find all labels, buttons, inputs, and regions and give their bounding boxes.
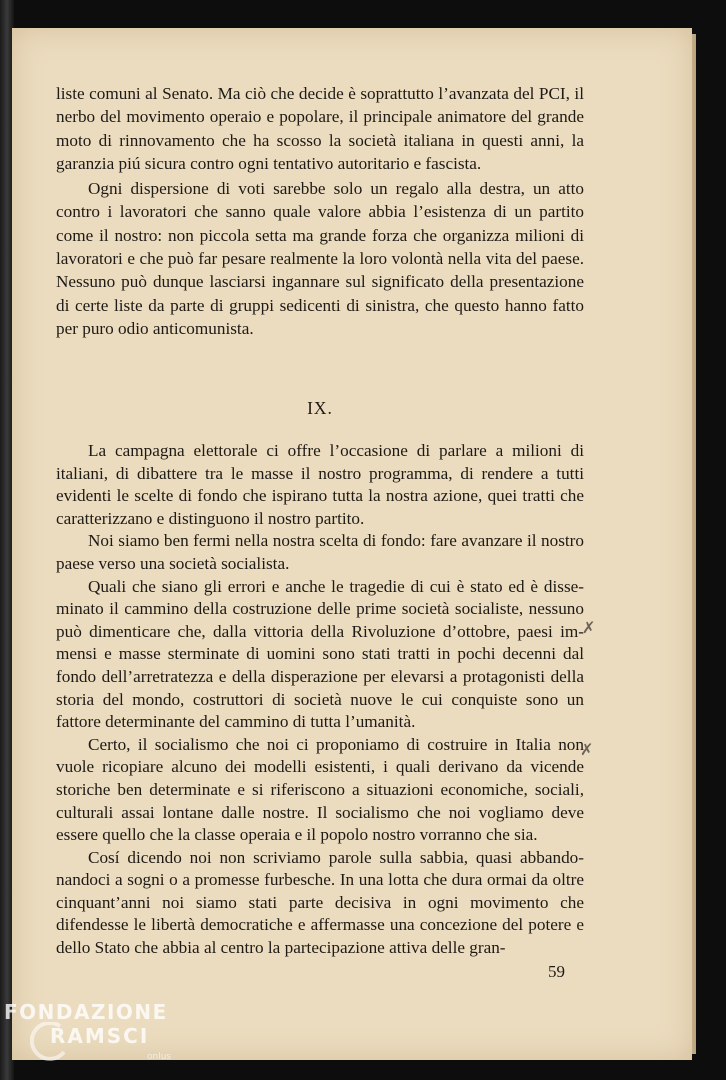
margin-mark-icon: ✗ xyxy=(582,618,596,637)
watermark-line-1: FONDAZIONE xyxy=(4,1000,168,1024)
paragraph-2: Ogni dispersione di voti sarebbe solo un regalo alla destra, un atto contro i lavoratori che sanno quale valore abbia l’esistenza di un partito come il nostro: non piccola setta ma grande forza che organizza milioni di lavoratori e che può far pesare realmente la loro volontà nella vita del paese. Nessuno può dunque lasciarsi ingannare sul significato della presentazione di certe liste da parte di gruppi sedicenti di sinistra, che questo hanno fatto per puro odio anticomunista. xyxy=(56,179,584,338)
text-block-lower xyxy=(56,440,584,960)
page-number: 59 xyxy=(548,962,565,981)
watermark-line-2: RAMSCI xyxy=(50,1024,150,1048)
paragraph-1: liste comuni al Senato. Ma ciò che decide è soprattutto l’avanzata del PCI, il nerbo del movimento operaio e popolare, il principale animatore del grande moto di rinnovamento che ha scosso la società italiana in questi anni, la garanzia piú sicura contro ogni tentativo autoritario e fascista. xyxy=(56,84,584,173)
section-heading: IX. xyxy=(307,398,333,418)
watermark-sub: onlus xyxy=(147,1052,172,1062)
text-block-upper xyxy=(56,82,584,340)
paragraph-5: Quali che siano gli errori e anche le tragedie di cui è stato ed è disseminato il cammino della costruzione delle prime società socialiste, nessuno può dimenticare che, dalla vittoria della Rivoluzione d’ottobre, paesi immensi e masse sterminate di uomini sono stati tratti in pochi decenni dal fondo dell’arretratezza e della disperazione per elevarsi a protagonisti della storia del mondo, costruttori di società nuove le cui conquiste sono un fattore determinante del cammino di tutta l’umanità. xyxy=(56,576,584,732)
watermark-logo xyxy=(4,1000,194,1066)
paragraph-7: Cosí dicendo noi non scriviamo parole sulla sabbia, quasi abbandonandoci a sogni o a promesse furbesche. In una lotta che dura ormai da oltre cinquant’anni noi siamo stati parte decisiva in ogni movimento che difendesse le libertà democratiche e affermasse una concezione del potere e dello Stato che abbia al centro la partecipazione attiva delle gran- xyxy=(56,847,584,958)
margin-mark-icon: ✗ xyxy=(580,740,594,759)
paragraph-4: Noi siamo ben fermi nella nostra scelta di fondo: fare avanzare il nostro paese verso una società socialista. xyxy=(56,531,584,573)
paragraph-3: La campagna elettorale ci offre l’occasione di parlare a milioni di italiani, di dibattere tra le masse il nostro programma, di rendere a tutti evidenti le scelte di fondo che ispirano tutta la nostra azione, quei tratti che caratterizzano e distinguono il nostro partito. xyxy=(56,441,584,528)
paragraph-6: Certo, il socialismo che noi ci proponiamo di costruire in Italia non vuole ricopiare alcuno dei modelli esistenti, i quali derivano da vicende storiche ben determinate e si riferiscono a situazioni economiche, sociali, culturali assai lontane dalle nostre. Il socialismo che noi vogliamo deve essere quello che la classe operaia e il popolo nostro vorranno che sia. xyxy=(56,734,584,845)
